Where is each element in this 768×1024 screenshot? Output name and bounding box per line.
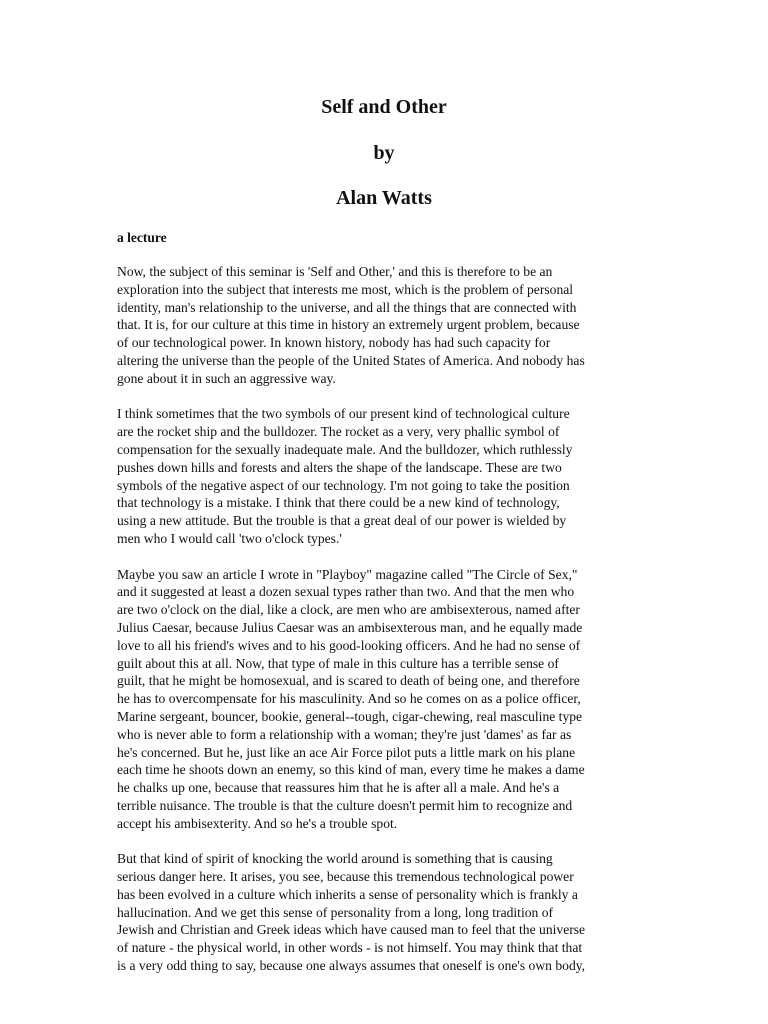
- text-line: altering the universe than the people of the United States of America. And nobody has: [117, 352, 585, 368]
- text-line: Maybe you saw an article I wrote in "Playboy" magazine called "The Circle of Sex,": [117, 566, 578, 582]
- text-line: he's concerned. But he, just like an ace Air Force pilot puts a little mark on his plane: [117, 744, 576, 760]
- text-line: Jewish and Christian and Greek ideas which have caused man to feel that the universe: [117, 922, 586, 938]
- text-line: are the rocket ship and the bulldozer. The rocket as a very, very phallic symbol of: [117, 424, 560, 440]
- text-line: love to all his friend's wives and to his good-looking officers. And he had no sense of: [117, 637, 581, 653]
- author-name: Alan Watts: [336, 187, 432, 209]
- text-line: I think sometimes that the two symbols of our present kind of technological culture: [117, 406, 570, 422]
- text-line: gone about it in such an aggressive way.: [117, 370, 336, 386]
- text-line: he has to overcompensate for his masculinity. And so he comes on as a police officer,: [117, 691, 581, 707]
- subheading: a lecture: [117, 230, 167, 245]
- text-line: pushes down hills and forests and alters the shape of the landscape. These are two: [117, 459, 562, 475]
- text-line: Julius Caesar, because Julius Caesar was an ambisexterous man, and he equally made: [117, 619, 583, 635]
- paragraph-3: [117, 566, 657, 833]
- text-line: that technology is a mistake. I think that there could be a new kind of technology,: [117, 495, 560, 511]
- text-line: and it suggested at least a dozen sexual types rather than two. And that the men who: [117, 584, 575, 600]
- text-line: Marine sergeant, bouncer, bookie, general--tough, cigar-chewing, real masculine type: [117, 708, 583, 724]
- text-line: exploration into the subject that interests me most, which is the problem of personal: [117, 281, 574, 297]
- text-line: of our technological power. In known history, nobody has had such capacity for: [117, 335, 551, 351]
- paragraph-1: [117, 263, 657, 388]
- text-line: Now, the subject of this seminar is 'Self and Other,' and this is therefore to be an: [117, 264, 553, 279]
- text-line: he chalks up one, because that reassures him that he is after all a male. And he's a: [117, 780, 560, 796]
- text-line: accept his ambisexterity. And so he's a trouble spot.: [117, 815, 398, 831]
- text-line: compensation for the sexually inadequate male. And the bulldozer, which ruthlessly: [117, 441, 573, 457]
- text-line: symbols of the negative aspect of our technology. I'm not going to take the position: [117, 477, 570, 493]
- paragraph-4: [117, 850, 657, 975]
- text-line: hallucination. And we get this sense of personality from a long, long tradition of: [117, 904, 554, 920]
- text-line: But that kind of spirit of knocking the world around is something that is causing: [117, 851, 553, 867]
- byline-by: by: [373, 142, 395, 164]
- text-line: are two o'clock on the dial, like a clock, are men who are ambisexterous, named after: [117, 602, 580, 618]
- text-line: using a new attitude. But the trouble is that a great deal of our power is wielded by: [117, 513, 567, 529]
- document-title: Self and Other: [321, 96, 447, 118]
- text-line: serious danger here. It arises, you see, because this tremendous technological power: [117, 869, 574, 885]
- text-line: men who I would call 'two o'clock types.': [117, 530, 342, 546]
- text-line: of nature - the physical world, in other words - is not himself. You may think that that: [117, 940, 583, 956]
- text-line: that. It is, for our culture at this time in history an extremely urgent problem, because: [117, 317, 580, 333]
- text-line: guilt, that he might be homosexual, and is scared to death of being one, and therefore: [117, 673, 580, 689]
- text-line: who is never able to form a relationship with a woman; they're just 'dames' as far as: [117, 726, 572, 742]
- text-line: each time he shoots down an enemy, so this kind of man, every time he makes a dame: [117, 762, 585, 778]
- paragraph-2: [117, 405, 657, 547]
- text-line: is a very odd thing to say, because one always assumes that oneself is one's own body,: [117, 958, 586, 974]
- text-line: guilt about this at all. Now, that type of male in this culture has a terrible sense of: [117, 655, 559, 671]
- text-line: terrible nuisance. The trouble is that the culture doesn't permit him to recognize and: [117, 797, 573, 813]
- text-line: has been evolved in a culture which inherits a sense of personality which is frankly a: [117, 886, 578, 902]
- body-text: [117, 263, 657, 993]
- text-line: identity, man's relationship to the universe, and all the things that are connected with: [117, 299, 577, 315]
